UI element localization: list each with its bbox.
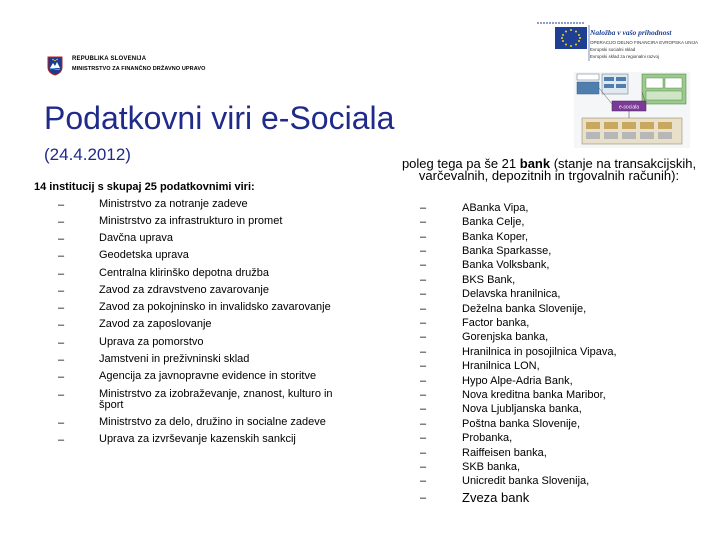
list-item: Uprava za izvrševanje kazenskih sankcij [99, 433, 296, 445]
list-item: Geodetska uprava [99, 249, 189, 261]
list-item: Nova kreditna banka Maribor, [462, 389, 606, 401]
list-dash: – [58, 371, 65, 383]
slovenia-coat-of-arms-icon [47, 56, 63, 76]
list-item: Unicredit banka Slovenija, [462, 475, 590, 487]
list-item: Zavod za zaposlovanje [99, 318, 212, 330]
eu-caption-3: Evropski sklad za regionalni razvoj [590, 54, 660, 59]
eu-slogan: Naložba v vašo prihodnost [590, 28, 672, 37]
list-dash: – [58, 250, 65, 262]
eu-caption-2: Evropski socialni sklad [590, 47, 636, 52]
banks-heading-pre: poleg tega pa še 21 [401, 156, 520, 171]
list-dash: – [420, 475, 427, 487]
list-item: Zavod za pokojninsko in invalidsko zavarovanje [99, 301, 331, 313]
list-item: Zveza bank [462, 490, 530, 505]
page-title: Podatkovni viri e-Sociala [44, 100, 395, 136]
list-item: Delavska hranilnica, [462, 288, 561, 300]
list-item: Uprava za pomorstvo [99, 336, 204, 348]
list-dash: – [58, 285, 65, 297]
list-item: Probanka, [462, 432, 513, 444]
list-dash: – [420, 245, 427, 257]
system-diagram-thumbnail [574, 72, 690, 148]
list-item: Hranilnica in posojilnica Vipava, [462, 346, 617, 358]
list-item: Banka Koper, [462, 231, 529, 243]
list-item: Ministrstvo za infrastrukturo in promet [99, 215, 283, 227]
list-item: Ministrstvo za notranje zadeve [99, 198, 248, 210]
list-item: ABanka Vipa, [462, 202, 529, 214]
list-dash: – [420, 447, 427, 459]
list-dash: – [420, 403, 427, 415]
list-item: Deželna banka Slovenije, [462, 303, 587, 315]
list-dash: – [58, 302, 65, 314]
list-dash: – [58, 233, 65, 245]
list-dash: – [420, 346, 427, 358]
list-item: Banka Sparkasse, [462, 245, 552, 257]
list-dash: – [58, 417, 65, 429]
list-item: Factor banka, [462, 317, 530, 329]
list-dash: – [420, 303, 427, 315]
list-item: Banka Volksbank, [462, 259, 550, 271]
list-item: Jamstveni in preživninski sklad [99, 353, 250, 365]
list-item: Gorenjska banka, [462, 331, 549, 343]
list-dash: – [58, 268, 65, 280]
list-item: Hranilnica LON, [462, 360, 540, 372]
list-dash: – [58, 199, 65, 211]
banks-heading-bold: bank [519, 156, 551, 171]
list-dash: – [58, 389, 65, 401]
list-dash: – [420, 216, 427, 228]
page-date: (24.4.2012) [44, 145, 131, 164]
list-item: Banka Celje, [462, 216, 525, 228]
list-dash: – [420, 288, 427, 300]
list-item: Hypo Alpe-Adria Bank, [462, 375, 573, 387]
list-dash: – [420, 375, 427, 387]
thumbnail-center-label: e-sociala [618, 104, 640, 111]
list-dash: – [420, 461, 427, 473]
ministry-name-line2: MINISTRSTVO ZA FINANČNO DRŽAVNO UPRAVO [72, 66, 206, 72]
ministry-name-line1: REPUBLIKA SLOVENIJA [72, 56, 147, 62]
banks-heading [384, 158, 714, 182]
list-dash: – [420, 389, 427, 401]
list-dash: – [420, 432, 427, 444]
list-item: BKS Bank, [462, 274, 516, 286]
list-dash: – [420, 492, 427, 504]
list-dash: – [58, 354, 65, 366]
list-dash: – [58, 216, 65, 228]
list-dash: – [420, 231, 427, 243]
list-dash: – [420, 331, 427, 343]
list-dash: – [420, 317, 427, 329]
eu-caption-1: OPERACIJO DELNO FINANCIRA EVROPSKA UNIJA [590, 40, 699, 45]
institutions-heading: 14 institucij s skupaj 25 podatkovnimi viri: [34, 181, 255, 193]
list-item: Nova Ljubljanska banka, [462, 403, 582, 415]
list-item: Agencija za javnopravne evidence in storitve [99, 370, 317, 382]
list-item: Centralna klirinško depotna družba [99, 267, 269, 279]
list-item: Raiffeisen banka, [462, 447, 547, 459]
list-item: Ministrstvo za izobraževanje, znanost, kulturo in šport [99, 388, 333, 411]
list-item: SKB banka, [462, 461, 521, 473]
list-dash: – [420, 202, 427, 214]
list-dash: – [58, 337, 65, 349]
list-item: Zavod za zdravstveno zavarovanje [99, 284, 269, 296]
list-dash: – [420, 259, 427, 271]
list-dash: – [58, 434, 65, 446]
list-dash: – [420, 360, 427, 372]
banks-heading-post: (stanje na transakcijskih, varčevalnih, depozitnih in trgovalnih računih): [418, 156, 697, 183]
list-dash: – [420, 418, 427, 430]
list-item: Ministrstvo za delo, družino in socialne zadeve [99, 416, 326, 428]
list-item: Davčna uprava [99, 232, 173, 244]
list-dash: – [420, 274, 427, 286]
list-item: Poštna banka Slovenije, [462, 418, 581, 430]
list-dash: – [58, 319, 65, 331]
